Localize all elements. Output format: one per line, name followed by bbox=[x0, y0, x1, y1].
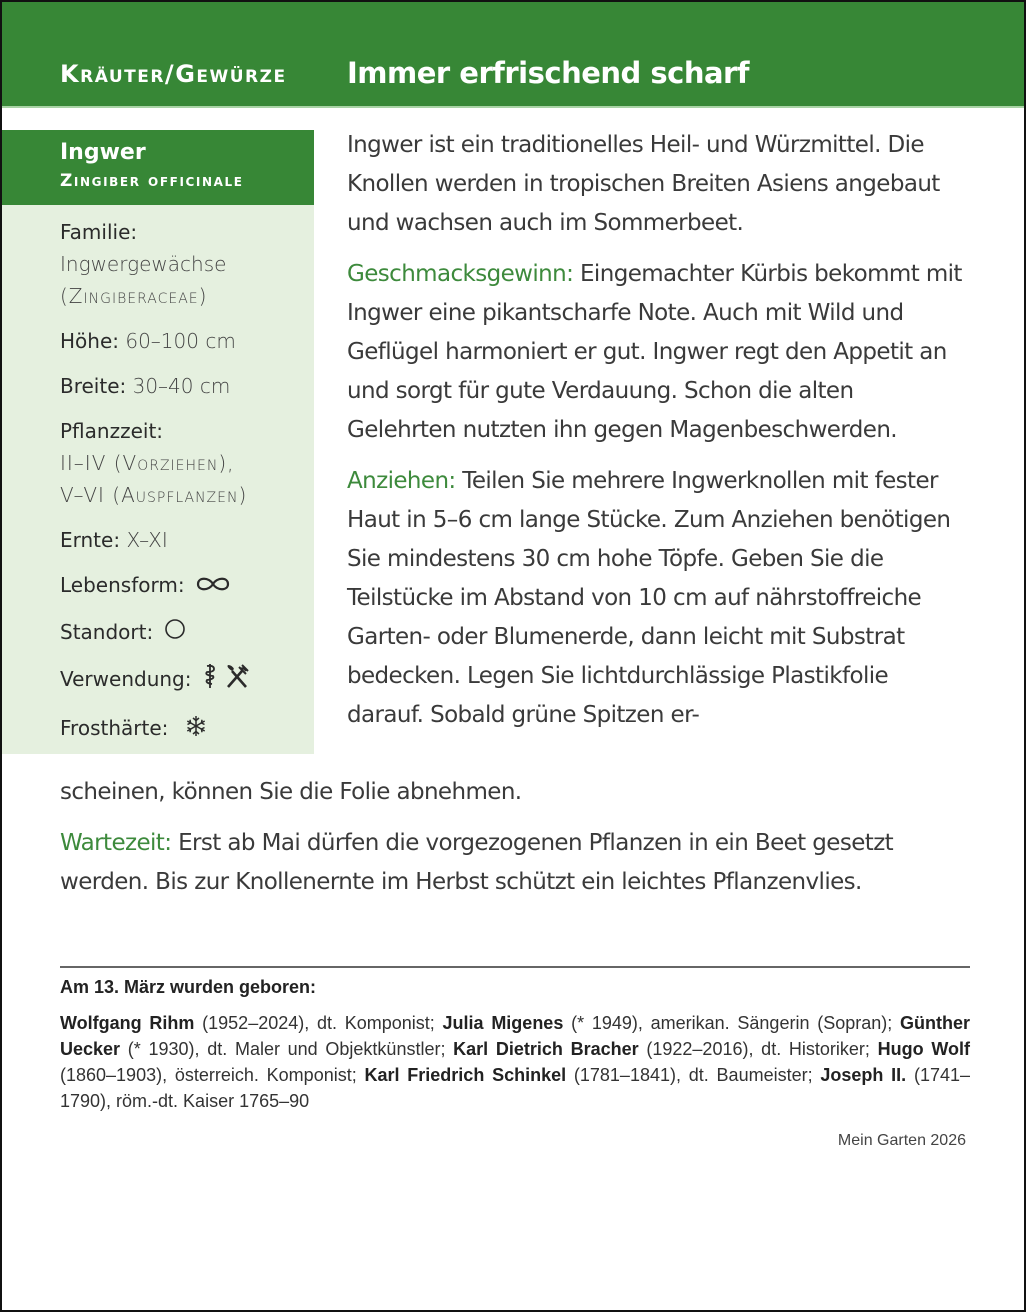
category-label: Kräuter/Gewürze bbox=[60, 60, 287, 88]
plant-profile-box bbox=[2, 130, 314, 754]
person-info: (1952–2024), dt. Komponist; bbox=[194, 1013, 443, 1033]
fact-standort bbox=[60, 616, 314, 650]
plant-latin-name: Zingiber officinale bbox=[60, 171, 244, 191]
fact-value: V–VI (Auspflanzen) bbox=[60, 483, 248, 507]
plant-facts bbox=[2, 205, 314, 746]
fact-value: X–XI bbox=[126, 528, 168, 552]
fact-label: Lebensform: bbox=[60, 573, 185, 597]
person-name: Karl Friedrich Schinkel bbox=[364, 1065, 567, 1085]
fact-label: Familie: bbox=[60, 220, 138, 244]
person-info: (1860–1903), österreich. Komponist; bbox=[60, 1065, 365, 1085]
fact-value: 60–100 cm bbox=[125, 329, 236, 353]
medicinal-staff-icon bbox=[202, 662, 218, 699]
section-text: Teilen Sie mehrere Ingwerknollen mit fester Haut in 5–6 cm lange Stücke. Zum Anziehen benötigen Sie mindestens 30 cm hohe Töpfe. Geben Sie die Teilstücke im Abstand von 10 cm auf nährstoffreiche Garten- oder Blumenerde, dann leicht mit Substrat bedecken. Legen Sie lichtdurchlässige Plastikfolie darauf. Sobald grüne Spitzen er- bbox=[347, 468, 951, 728]
fact-verwendung bbox=[60, 662, 314, 699]
section-geschmacksgewinn bbox=[347, 255, 967, 450]
page-title: Immer erfrischend scharf bbox=[347, 56, 749, 90]
fact-familie bbox=[60, 216, 314, 312]
page-header bbox=[2, 2, 1024, 108]
divider bbox=[60, 966, 970, 968]
person-info: (1781–1841), dt. Baumeister; bbox=[566, 1065, 821, 1085]
infinity-icon bbox=[195, 571, 231, 603]
fact-label: Standort: bbox=[60, 619, 154, 644]
fact-ernte bbox=[60, 524, 314, 556]
person-name: Günther Uecker bbox=[60, 1013, 970, 1059]
section-wartezeit bbox=[60, 824, 970, 902]
fact-frosthaerte bbox=[60, 712, 314, 746]
person-name: Wolfgang Rihm bbox=[60, 1013, 195, 1033]
person-info: (* 1930), dt. Maler und Objektkünstler; bbox=[120, 1039, 454, 1059]
fact-hoehe bbox=[60, 325, 314, 357]
fact-label: Höhe: bbox=[60, 329, 119, 353]
plant-name-header bbox=[2, 130, 314, 205]
section-heading: Geschmacksgewinn: bbox=[347, 261, 574, 287]
section-heading: Anziehen: bbox=[347, 468, 456, 494]
fact-value: Ingwergewächse bbox=[60, 252, 227, 276]
section-text: Eingemachter Kürbis bekommt mit Ingwer eine pikantscharfe Note. Auch mit Wild und Geflügel harmoniert er gut. Ingwer regt den Appetit an und sorgt für gute Verdauung. Schon die alten Gelehrten nutzten ihn gegen Magenbeschwerden. bbox=[347, 261, 962, 443]
sun-circle-icon bbox=[164, 617, 186, 649]
plant-common-name: Ingwer bbox=[60, 140, 146, 165]
births-list bbox=[60, 1010, 970, 1114]
fact-label: Verwendung: bbox=[60, 667, 192, 691]
fact-label: Pflanzzeit: bbox=[60, 419, 164, 443]
section-text: Erst ab Mai dürfen die vorgezogenen Pflanzen in ein Beet gesetzt werden. Bis zur Knollenernte im Herbst schützt ein leichtes Pflanzenvlies. bbox=[60, 830, 894, 895]
fact-label: Ernte: bbox=[60, 528, 121, 552]
fact-value: 30–40 cm bbox=[132, 374, 231, 398]
fact-label: Breite: bbox=[60, 374, 127, 398]
fact-breite bbox=[60, 370, 314, 402]
snowflake-icon bbox=[185, 714, 207, 746]
person-info: (1741–1790), röm.-dt. Kaiser 1765–90 bbox=[60, 1065, 970, 1111]
fact-label: Frosthärte: bbox=[60, 716, 169, 740]
person-info: (* 1949), amerikan. Sängerin (Sopran); bbox=[563, 1013, 900, 1033]
footer-publication: Mein Garten 2026 bbox=[837, 1132, 966, 1149]
fact-pflanzzeit bbox=[60, 415, 314, 511]
fact-value-latin: (Zingiberaceae) bbox=[60, 284, 208, 308]
fact-value: II–IV (Vorziehen), bbox=[60, 451, 235, 475]
births-title: Am 13. März wurden geboren: bbox=[60, 977, 317, 997]
section-anziehen bbox=[347, 462, 967, 735]
person-info: (1922–2016), dt. Historiker; bbox=[638, 1039, 878, 1059]
person-name: Julia Migenes bbox=[442, 1013, 564, 1033]
section-heading: Wartezeit: bbox=[60, 830, 172, 856]
person-name: Joseph II. bbox=[820, 1065, 907, 1085]
fact-lebensform bbox=[60, 569, 314, 603]
person-name: Karl Dietrich Bracher bbox=[453, 1039, 639, 1059]
intro-paragraph: Ingwer ist ein traditionelles Heil- und Würzmittel. Die Knollen werden in tropischen Breiten Asiens angebaut und wachsen auch im Sommerbeet. bbox=[347, 132, 940, 236]
anziehen-continuation: scheinen, können Sie die Folie abnehmen. bbox=[60, 779, 522, 805]
fork-knife-icon bbox=[224, 663, 250, 698]
main-article bbox=[347, 126, 967, 735]
person-name: Hugo Wolf bbox=[877, 1039, 970, 1059]
